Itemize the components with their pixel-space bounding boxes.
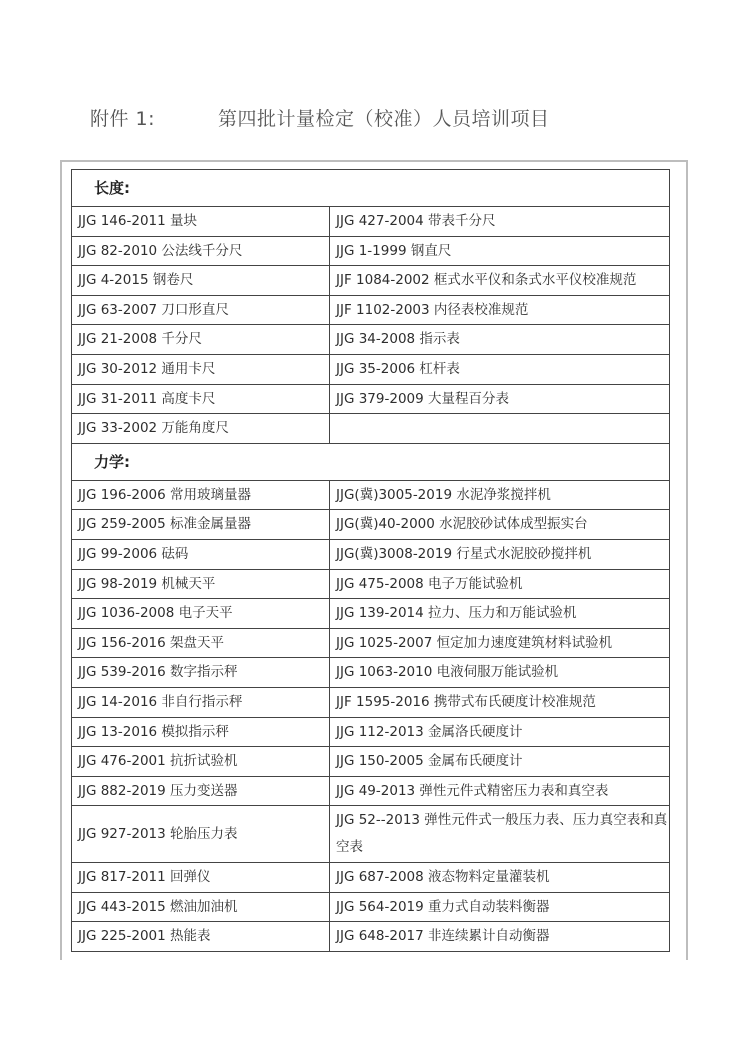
table-row: [72, 922, 670, 952]
table-row: [72, 776, 670, 806]
standard-cell-right: JJG(冀)3008-2019 行星式水泥胶砂搅拌机: [330, 539, 670, 569]
table-row: [72, 628, 670, 658]
standard-cell-right: JJG 52--2013 弹性元件式一般压力表、压力真空表和真空表: [330, 806, 670, 863]
standard-cell-right: JJG 379-2009 大量程百分表: [330, 384, 670, 414]
table-row: [72, 384, 670, 414]
table-row: [72, 354, 670, 384]
standard-cell-right: JJG 49-2013 弹性元件式精密压力表和真空表: [330, 776, 670, 806]
standard-cell-left: JJG 4-2015 钢卷尺: [72, 266, 330, 296]
section-title: 力学:: [72, 443, 670, 480]
standard-cell-left: JJG 1036-2008 电子天平: [72, 599, 330, 629]
table-row: [72, 510, 670, 540]
standard-cell-right: JJG(冀)40-2000 水泥胶砂试体成型振实台: [330, 510, 670, 540]
standard-cell-left: JJG 927-2013 轮胎压力表: [72, 806, 330, 863]
standard-cell-right: JJG 139-2014 拉力、压力和万能试验机: [330, 599, 670, 629]
standard-cell-left: JJG 33-2002 万能角度尺: [72, 414, 330, 444]
standard-cell-left: JJG 63-2007 刀口形直尺: [72, 295, 330, 325]
table-row: [72, 414, 670, 444]
standard-cell-right: JJG 112-2013 金属洛氏硬度计: [330, 717, 670, 747]
section-header-row: [72, 170, 670, 207]
table-row: [72, 687, 670, 717]
standard-cell-right: JJG 150-2005 金属布氏硬度计: [330, 747, 670, 777]
table-row: [72, 539, 670, 569]
standard-cell-right: JJG 1-1999 钢直尺: [330, 236, 670, 266]
standard-cell-left: JJG 196-2006 常用玻璃量器: [72, 480, 330, 510]
standard-cell-left: JJG 14-2016 非自行指示秤: [72, 687, 330, 717]
standard-cell-right: JJG(冀)3005-2019 水泥净浆搅拌机: [330, 480, 670, 510]
attachment-label: 附件 1:: [90, 108, 156, 130]
standard-cell-left: JJG 225-2001 热能表: [72, 922, 330, 952]
table-row: [72, 806, 670, 863]
standard-cell-right: JJG 1025-2007 恒定加力速度建筑材料试验机: [330, 628, 670, 658]
page-frame-left: [60, 160, 62, 960]
page-frame-top: [60, 160, 688, 162]
table-row: [72, 236, 670, 266]
standard-cell-left: JJG 21-2008 千分尺: [72, 325, 330, 355]
table-row: [72, 266, 670, 296]
standard-cell-left: JJG 31-2011 高度卡尺: [72, 384, 330, 414]
standard-cell-left: JJG 443-2015 燃油加油机: [72, 892, 330, 922]
standard-cell-right: JJG 648-2017 非连续累计自动衡器: [330, 922, 670, 952]
document-title: 第四批计量检定（校准）人员培训项目: [218, 108, 550, 130]
table-row: [72, 480, 670, 510]
standard-cell-left: JJG 156-2016 架盘天平: [72, 628, 330, 658]
standard-cell-right: JJG 35-2006 杠杆表: [330, 354, 670, 384]
standard-cell-left: JJG 539-2016 数字指示秤: [72, 658, 330, 688]
standard-cell-right: JJG 34-2008 指示表: [330, 325, 670, 355]
standard-cell-right: JJF 1084-2002 框式水平仪和条式水平仪校准规范: [330, 266, 670, 296]
section-header-row: [72, 443, 670, 480]
page-frame-right: [686, 160, 688, 960]
table-row: [72, 207, 670, 237]
table-row: [72, 658, 670, 688]
training-items-table: [71, 169, 670, 952]
standard-cell-left: JJG 259-2005 标准金属量器: [72, 510, 330, 540]
standard-cell-left: JJG 99-2006 砝码: [72, 539, 330, 569]
standard-cell-right: JJG 475-2008 电子万能试验机: [330, 569, 670, 599]
table-row: [72, 599, 670, 629]
standard-cell-right: JJG 564-2019 重力式自动装料衡器: [330, 892, 670, 922]
standard-cell-right: JJF 1595-2016 携带式布氏硬度计校准规范: [330, 687, 670, 717]
table-row: [72, 717, 670, 747]
standard-cell-right: JJG 1063-2010 电液伺服万能试验机: [330, 658, 670, 688]
standard-cell-left: JJG 817-2011 回弹仪: [72, 863, 330, 893]
standard-cell-right: JJF 1102-2003 内径表校准规范: [330, 295, 670, 325]
standard-cell-left: JJG 476-2001 抗折试验机: [72, 747, 330, 777]
table-row: [72, 569, 670, 599]
standard-cell-left: JJG 882-2019 压力变送器: [72, 776, 330, 806]
standard-cell-left: JJG 13-2016 模拟指示秤: [72, 717, 330, 747]
standard-cell-left: JJG 146-2011 量块: [72, 207, 330, 237]
standard-cell-right: [330, 414, 670, 444]
section-title: 长度:: [72, 170, 670, 207]
table-row: [72, 747, 670, 777]
standard-cell-right: JJG 687-2008 液态物料定量灌装机: [330, 863, 670, 893]
standard-cell-left: JJG 98-2019 机械天平: [72, 569, 330, 599]
standard-cell-left: JJG 30-2012 通用卡尺: [72, 354, 330, 384]
standard-cell-left: JJG 82-2010 公法线千分尺: [72, 236, 330, 266]
table-row: [72, 325, 670, 355]
standard-cell-right: JJG 427-2004 带表千分尺: [330, 207, 670, 237]
table-row: [72, 863, 670, 893]
table-row: [72, 295, 670, 325]
table-row: [72, 892, 670, 922]
